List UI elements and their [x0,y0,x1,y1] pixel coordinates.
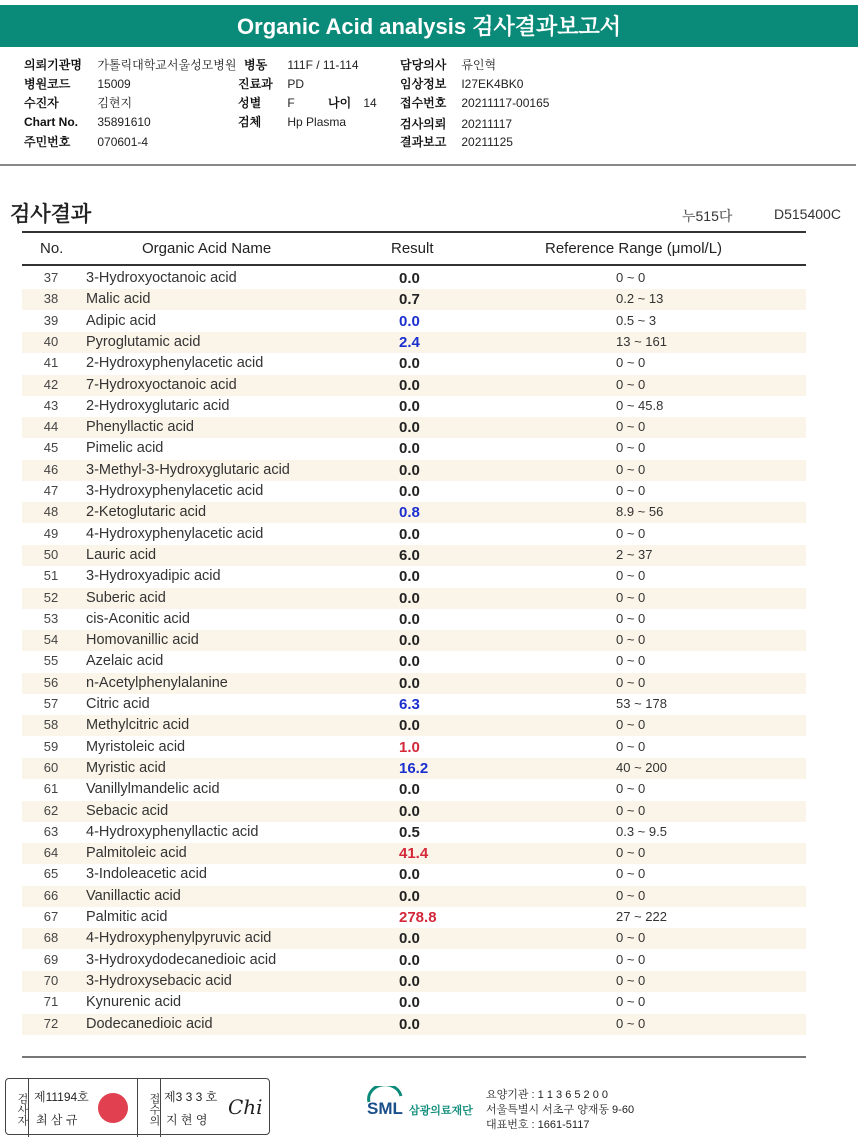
row-acid-name: Adipic acid [86,312,157,329]
row-acid-name: 2-Ketoglutaric acid [86,504,207,521]
test-code-korean: 누515다 [682,208,733,224]
row-acid-name: 3-Hydroxysebacic acid [86,972,232,989]
row-acid-name: 4-Hydroxyphenylpyruvic acid [86,930,272,947]
row-acid-name: 4-Hydroxyphenylacetic acid [86,525,264,542]
table-row [22,1014,806,1035]
row-result: 0.0 [399,270,420,287]
table-row [22,332,806,353]
row-reference-range: 0 ~ 0 [616,589,646,605]
examiner-number: 제11194호 [34,1090,89,1104]
table-row [22,651,806,672]
row-number: 56 [43,674,59,690]
table-row [22,524,806,545]
table-row [22,375,806,396]
row-number: 38 [43,291,59,307]
row-number: 43 [43,397,59,413]
row-result: 0.0 [399,568,420,586]
row-reference-range: 0.3 ~ 9.5 [616,823,667,839]
table-row [22,460,806,481]
table-row [22,715,806,736]
row-reference-range: 0 ~ 0 [616,845,646,861]
row-result: 0.0 [399,312,420,330]
footer-line-3: 대표번호 : 1661-5117 [486,1119,590,1131]
row-reference-range: 0.2 ~ 13 [616,291,664,307]
row-result: 0.0 [399,887,420,905]
table-row [22,907,806,928]
row-result: 0.0 [399,525,420,543]
report-date-field: 결과보고 20211125 [400,135,513,149]
row-reference-range: 53 ~ 178 [616,696,667,711]
row-acid-name: Pyroglutamic acid [86,333,201,350]
row-reference-range: 0 ~ 0 [616,419,646,435]
signature-box [5,1078,270,1135]
col-header-name: Organic Acid Name [142,240,272,257]
row-reference-range: 0 ~ 0 [616,717,646,733]
table-row [22,268,806,289]
row-acid-name: Palmitoleic acid [86,845,187,862]
row-number: 41 [43,355,59,371]
row-reference-range: 0 ~ 0 [616,866,646,882]
request-field: 검사의뢰 20211117 [400,117,513,131]
row-acid-name: 3-Indoleacetic acid [86,866,207,883]
row-result: 0.0 [399,930,420,948]
row-result: 0.0 [399,376,420,394]
row-result: 0.0 [399,610,420,628]
row-reference-range: 0 ~ 0 [616,376,646,392]
row-number: 48 [43,504,59,520]
row-result: 278.8 [399,909,437,926]
table-row [22,311,806,332]
ward-field: 병동 111F / 11-114 [244,58,359,72]
row-result: 0.0 [399,994,420,1012]
row-acid-name: Citric acid [86,696,150,712]
row-reference-range: 0 ~ 0 [616,1015,646,1031]
doctor-field: 담당의사 류인혁 [400,58,497,72]
col-header-reference: Reference Range (μmol/L) [545,240,723,257]
table-row [22,864,806,885]
row-reference-range: 0 ~ 0 [616,270,646,285]
row-acid-name: Azelaic acid [86,653,164,670]
row-number: 39 [43,312,59,328]
logo-text: SML [367,1099,403,1118]
table-row [22,588,806,609]
row-result: 0.0 [399,355,420,373]
row-reference-range: 0.5 ~ 3 [616,312,657,328]
row-number: 37 [43,270,59,285]
row-result: 0.0 [399,440,420,458]
row-reference-range: 2 ~ 37 [616,546,653,562]
row-acid-name: Myristic acid [86,759,166,776]
row-number: 72 [43,1015,59,1031]
row-reference-range: 0 ~ 0 [616,802,646,818]
row-result: 0.0 [399,419,420,437]
row-number: 66 [43,887,59,903]
row-result: 1.0 [399,738,420,756]
row-number: 55 [43,653,59,669]
col-header-result: Result [391,240,434,257]
row-result: 0.8 [399,504,420,522]
row-reference-range: 8.9 ~ 56 [616,504,664,520]
row-result: 0.0 [399,674,420,692]
table-row [22,886,806,907]
age-field: 나이 14 [328,96,377,110]
receiver-number: 제3 3 3 호 [164,1090,218,1104]
row-reference-range: 27 ~ 222 [616,909,667,924]
row-acid-name: Vanillylmandelic acid [86,781,220,798]
row-number: 49 [43,525,59,541]
table-row [22,822,806,843]
row-acid-name: Malic acid [86,291,151,308]
row-reference-range: 0 ~ 0 [616,951,646,967]
row-reference-range: 0 ~ 0 [616,653,646,669]
table-row [22,992,806,1013]
subject-field: 수진자 김현지 [24,96,133,110]
table-header-border [22,264,806,266]
row-reference-range: 0 ~ 0 [616,994,646,1010]
row-result: 0.5 [399,823,420,841]
table-row [22,928,806,949]
id-field: 주민번호 070601-4 [24,135,149,149]
row-reference-range: 0 ~ 0 [616,781,646,797]
row-acid-name: Sebacic acid [86,802,169,819]
section-title: 검사결과 [10,203,92,226]
row-acid-name: Myristoleic acid [86,738,186,755]
table-row [22,971,806,992]
footer-line-1: 요양기관 : 1 1 3 6 5 2 0 0 [486,1089,609,1101]
row-number: 57 [43,696,59,711]
table-row [22,694,806,715]
table-row [22,801,806,822]
examiner-label: 검사자 [6,1079,29,1137]
row-number: 68 [43,930,59,946]
row-number: 53 [43,610,59,626]
row-number: 58 [43,717,59,733]
logo-subtext: 삼광의료재단 [409,1105,473,1117]
row-reference-range: 13 ~ 161 [616,333,667,349]
row-acid-name: 7-Hydroxyoctanoic acid [86,376,237,393]
report-title: Organic Acid analysis 검사결과보고서 [0,5,858,47]
row-reference-range: 0 ~ 0 [616,887,646,903]
table-row [22,545,806,566]
row-acid-name: Kynurenic acid [86,994,182,1011]
row-reference-range: 0 ~ 0 [616,674,646,690]
chart-field: Chart No. 35891610 [24,115,151,129]
row-number: 64 [43,845,59,861]
row-acid-name: 2-Hydroxyglutaric acid [86,397,230,414]
table-row [22,609,806,630]
row-number: 44 [43,419,59,435]
row-result: 0.0 [399,632,420,650]
row-reference-range: 0 ~ 0 [616,568,646,584]
institution-field: 의뢰기관명 가톨릭대학교서울성모병원 [24,58,237,72]
patient-info-header [0,47,856,166]
row-result: 0.0 [399,951,420,969]
row-reference-range: 0 ~ 0 [616,355,646,371]
row-number: 54 [43,632,59,648]
row-acid-name: 3-Methyl-3-Hydroxyglutaric acid [86,461,290,478]
table-row [22,950,806,971]
row-result: 6.0 [399,546,420,564]
row-reference-range: 0 ~ 0 [616,461,646,477]
table-row [22,758,806,779]
table-row [22,737,806,758]
row-result: 0.0 [399,802,420,820]
table-bottom-border [22,1056,806,1058]
row-reference-range: 0 ~ 0 [616,972,646,988]
row-result: 0.7 [399,291,420,309]
row-reference-range: 0 ~ 0 [616,738,646,754]
row-result: 0.0 [399,781,420,799]
row-number: 59 [43,738,59,754]
row-result: 0.0 [399,589,420,607]
row-reference-range: 0 ~ 45.8 [616,397,664,413]
row-result: 6.3 [399,696,420,713]
row-acid-name: 3-Hydroxyadipic acid [86,568,221,585]
row-number: 67 [43,909,59,924]
receiver-name: 지 현 영 [166,1113,208,1127]
table-row [22,843,806,864]
table-row [22,353,806,374]
row-result: 0.0 [399,653,420,671]
row-reference-range: 0 ~ 0 [616,632,646,648]
dept-field: 진료과 PD [238,77,305,91]
table-row [22,417,806,438]
row-result: 0.0 [399,1015,420,1033]
clinical-field: 임상정보 I27EK4BK0 [400,77,524,91]
row-acid-name: 3-Hydroxyoctanoic acid [86,270,237,286]
row-number: 61 [43,781,59,797]
row-result: 0.0 [399,483,420,500]
row-reference-range: 0 ~ 0 [616,440,646,456]
row-reference-range: 40 ~ 200 [616,759,667,775]
row-acid-name: Phenyllactic acid [86,419,194,436]
row-acid-name: Homovanillic acid [86,632,199,649]
row-acid-name: Palmitic acid [86,909,168,925]
row-reference-range: 0 ~ 0 [616,525,646,541]
hospital-code-field: 병원코드 15009 [24,77,131,91]
row-number: 47 [43,483,59,498]
row-result: 0.0 [399,717,420,735]
row-reference-range: 0 ~ 0 [616,930,646,946]
row-acid-name: Lauric acid [86,546,157,563]
row-result: 0.0 [399,972,420,990]
table-top-border [22,231,806,233]
row-acid-name: 3-Hydroxydodecanedioic acid [86,951,277,968]
row-acid-name: n-Acetylphenylalanine [86,674,228,691]
row-number: 40 [43,333,59,349]
sex-field: 성별 F [238,96,295,110]
examiner-name: 최 삼 규 [36,1113,78,1127]
col-header-no: No. [40,240,64,257]
row-number: 46 [43,461,59,477]
row-number: 71 [43,994,59,1010]
specimen-field: 검체 Hp Plasma [238,115,347,129]
table-row [22,566,806,587]
row-number: 69 [43,951,59,967]
row-number: 42 [43,376,59,392]
table-row [22,630,806,651]
table-row [22,502,806,523]
seal-icon [98,1093,128,1123]
receiver-label: 접수의 [137,1079,161,1137]
receiver-signature: Chi [228,1095,263,1119]
row-reference-range: 0 ~ 0 [616,610,646,626]
table-row [22,289,806,310]
table-row [22,779,806,800]
row-number: 52 [43,589,59,605]
row-reference-range: 0 ~ 0 [616,483,646,498]
row-result: 16.2 [399,759,429,777]
row-result: 0.0 [399,866,420,884]
row-acid-name: 4-Hydroxyphenyllactic acid [86,823,259,840]
row-result: 0.0 [399,397,420,415]
row-number: 63 [43,823,59,839]
row-acid-name: Suberic acid [86,589,166,606]
row-acid-name: Vanillactic acid [86,887,181,904]
row-number: 62 [43,802,59,818]
row-acid-name: cis-Aconitic acid [86,610,190,627]
receipt-field: 접수번호 20211117-00165 [400,96,550,110]
table-row [22,396,806,417]
row-acid-name: Methylcitric acid [86,717,190,734]
row-number: 51 [43,568,59,584]
row-acid-name: Dodecanedioic acid [86,1015,213,1032]
table-row [22,673,806,694]
row-result: 0.0 [399,461,420,479]
row-number: 45 [43,440,59,456]
row-result: 41.4 [399,845,429,863]
row-acid-name: 3-Hydroxyphenylacetic acid [86,483,264,499]
row-number: 60 [43,759,59,775]
row-number: 50 [43,546,59,562]
table-row [22,438,806,459]
sml-logo [367,1086,479,1127]
row-number: 65 [43,866,59,882]
footer-line-2: 서울특별시 서초구 양재동 9-60 [486,1104,635,1116]
row-acid-name: Pimelic acid [86,440,164,457]
table-row [22,481,806,502]
row-acid-name: 2-Hydroxyphenylacetic acid [86,355,264,372]
test-code: D515400C [774,206,841,222]
row-number: 70 [43,972,59,988]
sml-logo-icon [367,1086,479,1122]
row-result: 2.4 [399,333,420,351]
